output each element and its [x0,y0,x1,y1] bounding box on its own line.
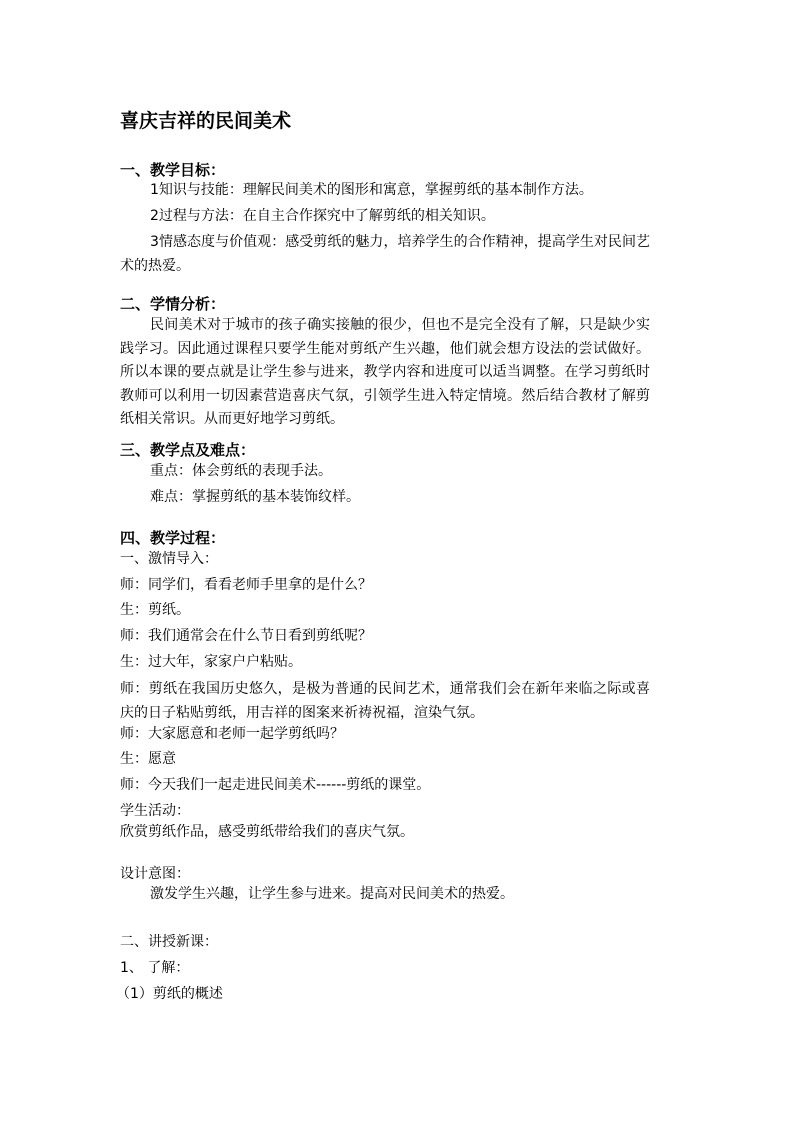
dialogue-line: 师：我们通常会在什么节日看到剪纸呢？ [120,628,372,644]
difficult-point: 难点：掌握剪纸的基本装饰纹样。 [150,489,360,505]
objective-process: 2过程与方法：在自主合作探究中了解剪纸的相关知识。 [150,208,495,224]
dialogue-line: 师：大家愿意和老师一起学剪纸吗？ [120,726,344,742]
activity-text: 欣赏剪纸作品，感受剪纸带给我们的喜庆气氛。 [120,824,414,840]
dialogue-line: 师：今天我们一起走进民间美术------剪纸的课堂。 [120,777,431,793]
dialogue-line: 师：剪纸在我国历史悠久，是极为普通的民间艺术，通常我们会在新年来临之际或喜庆的日子粘贴剪纸，用吉祥的图案来祈祷祝福，渲染气氛。 [120,681,650,721]
dialogue-line: 师：同学们，看看老师手里拿的是什么？ [120,577,372,593]
subsection-new-lesson: 二、讲授新课： [120,934,218,950]
dialogue-line: 生：愿意 [120,751,176,767]
document-title: 喜庆吉祥的民间美术 [120,110,292,132]
section-heading-key-points: 三、教学点及难点： [120,441,256,459]
lesson-subpoint: （1）剪纸的概述 [116,986,223,1002]
subsection-intro: 一、激情导入： [120,551,218,567]
intent-label: 设计意图： [120,866,190,882]
dialogue-line: 生：过大年，家家户户粘贴。 [120,654,302,670]
section-heading-analysis: 二、学情分析： [120,295,226,313]
intent-text: 激发学生兴趣，让学生参与进来。提高对民间美术的热爱。 [150,886,514,902]
activity-label: 学生活动： [120,803,190,819]
key-point: 重点：体会剪纸的表现手法。 [150,463,332,479]
objective-knowledge: 1知识与技能：理解民间美术的图形和寓意，掌握剪纸的基本制作方法。 [150,182,593,198]
section-heading-objectives: 一、教学目标： [120,161,226,179]
section-heading-process: 四、教学过程： [120,529,226,547]
dialogue-line: 生：剪纸。 [120,602,190,618]
objective-attitude: 3情感态度与价值观：感受剪纸的魅力，培养学生的合作精神，提高学生对民间艺术的热爱。 [120,234,650,274]
lesson-point: 1、 了解： [120,960,190,976]
analysis-paragraph: 民间美术对于城市的孩子确实接触的很少，但也不是完全没有了解，只是缺少实践学习。因此通过课程只要学生能对剪纸产生兴趣，他们就会想方设法的尝试做好。所以本课的要点就是让学生参与进来，教学内容和进度可以适当调整。在学习剪纸时教师可以利用一切因素营造喜庆气氛，引领学生进入特定情境。然后结合教材了解剪纸相关常识。从而更好地学习剪纸。 [120,317,650,427]
